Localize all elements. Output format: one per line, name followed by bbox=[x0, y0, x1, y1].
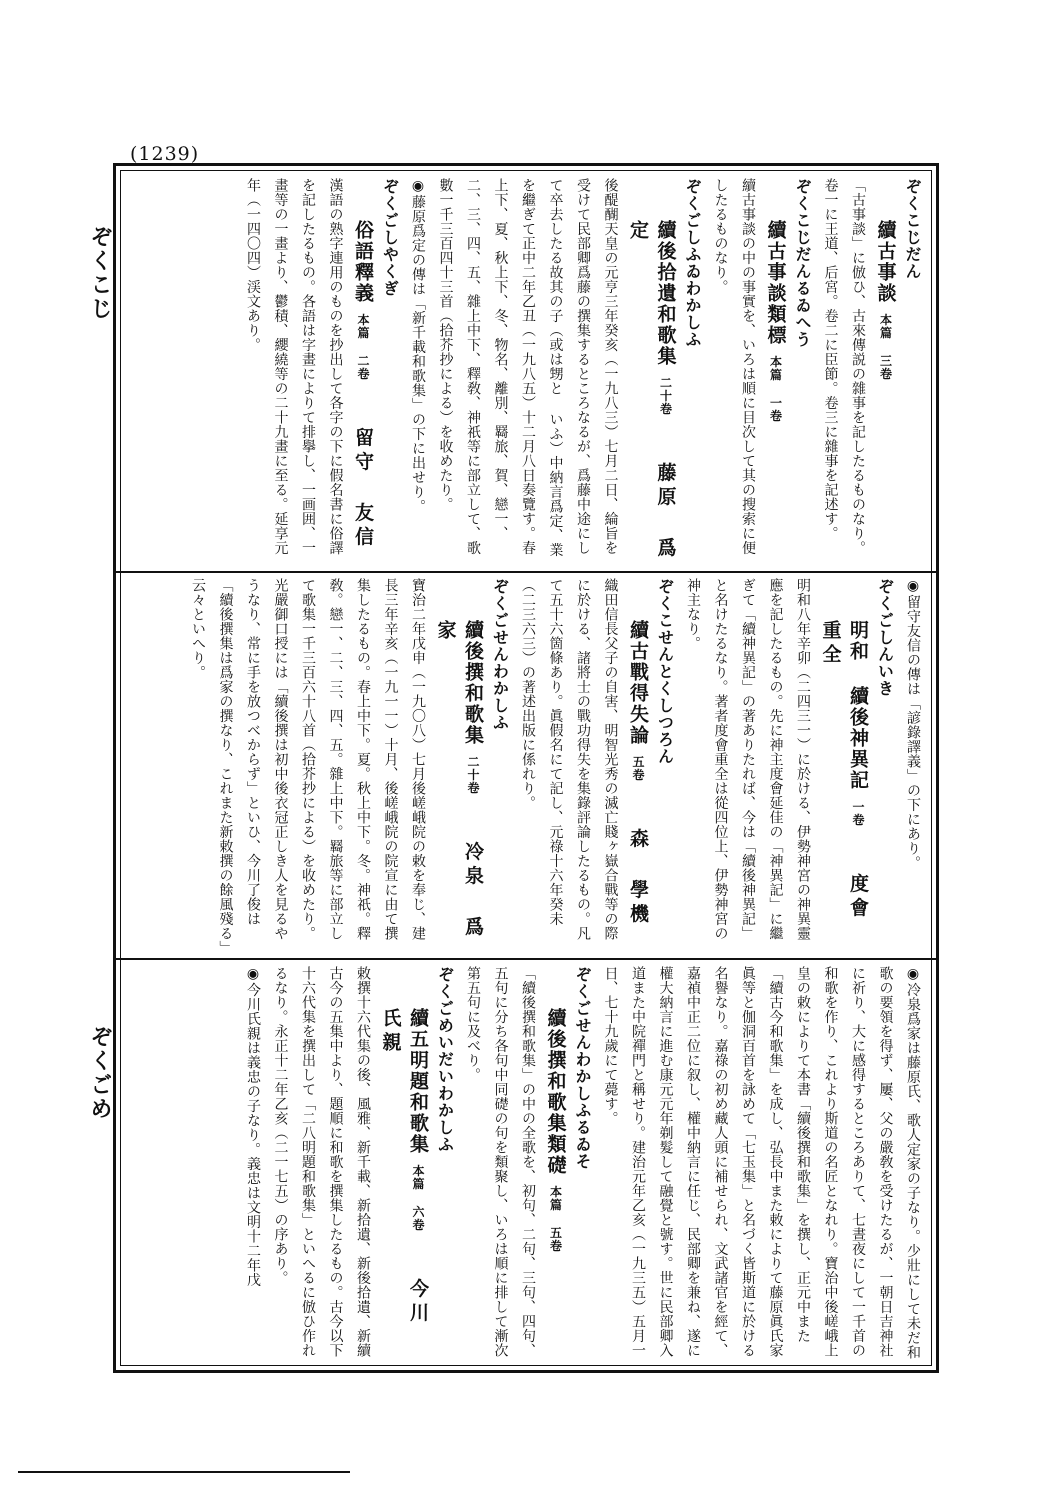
entry-title: 明和 續後神異記一卷度會 重全 bbox=[819, 619, 869, 922]
entry-title: 續古事談類標本篇 一卷 bbox=[764, 219, 787, 423]
band-divider bbox=[116, 571, 936, 573]
dictionary-entry bbox=[239, 178, 404, 566]
entry-body: 後醍醐天皇の元亨三年癸亥（一九八三）七月二日、綸旨を受けて民部卿爲藤の撰集するところなるが、爲藤中途にして卒去したる故其の子（或は甥と いふ）中納言爲定、業を繼ぎて正中二年乙丑（一九八五）十二月八日奏覽す。春上下、夏、秋上下、冬、物名、離別、羇旅、賀、戀一、二、三、四、五、雜上中下、釋敎、神祇等に部立して、歌數一千三百四十三首（拾芥抄による）を收めたり。 bbox=[437, 178, 619, 557]
entry-author: 今川 氏親 bbox=[379, 1007, 429, 1327]
page-number: (1239) bbox=[130, 143, 200, 165]
note-mark: ◉ bbox=[410, 178, 426, 195]
dictionary-entry bbox=[514, 578, 679, 952]
dictionary-note bbox=[596, 966, 926, 1364]
entry-author: 度會 重全 bbox=[819, 619, 869, 922]
entry-reading: ぞくこじだん bbox=[903, 178, 922, 280]
entry-title: 續後撰和歌集二十卷冷泉 爲家 bbox=[434, 619, 484, 941]
note-body: 留守友信の傳は「諺錄譯義」の下にあり。 bbox=[905, 594, 921, 870]
entry-reading: ぞくごしんいき bbox=[875, 578, 895, 697]
entry-reading: ぞくごせんわかしふ bbox=[490, 578, 510, 731]
entry-volume: 五卷 bbox=[631, 755, 645, 782]
entry-body: 織田信長父子の自害、明智光秀の滅亡賤ヶ嶽合戰等の際に於ける、諸將士の戰功得失を集錄評論したるもの。凡て五十六箇條あり。眞假名にて記し、元祿十六年癸未（二三六三）の著述出版に係れり。 bbox=[520, 578, 619, 941]
dictionary-band-upper bbox=[126, 178, 926, 566]
dictionary-note bbox=[239, 966, 267, 1364]
dictionary-note bbox=[899, 578, 927, 952]
vertical-text-column bbox=[239, 178, 927, 566]
entry-body: 敕撰十六代集の後、風雅、新千載、新拾遺、新後拾遺、新續古今の五集中より、題順に和歌を撰集したるもの。古今以下十六代集を撰出して「二八明題和歌集」といへるに倣ひ作れるなり。永正十二年乙亥（二一七五）の序あり。 bbox=[272, 966, 371, 1358]
note-mark: ◉ bbox=[905, 578, 921, 595]
page-frame bbox=[113, 163, 939, 1373]
note-body: 藤原爲定の傳は「新千載和歌集」の下に出せり。 bbox=[410, 194, 426, 514]
entry-reading: ぞくごしふゐわかしふ bbox=[683, 178, 702, 348]
dictionary-entry bbox=[706, 178, 816, 566]
dictionary-entry bbox=[679, 578, 899, 952]
entry-volume: 本篇 六卷 bbox=[411, 1164, 425, 1232]
entry-volume: 本篇 二卷 bbox=[356, 313, 370, 381]
dictionary-band-lower bbox=[126, 966, 926, 1364]
dictionary-band-middle bbox=[126, 578, 926, 952]
entry-title: 續古戰得失論五卷森 學機 bbox=[627, 619, 649, 928]
band-divider bbox=[116, 958, 936, 960]
dictionary-entry bbox=[431, 178, 706, 566]
entry-title: 續後拾遺和歌集二十卷藤原 爲定 bbox=[627, 219, 677, 562]
dictionary-entry bbox=[266, 966, 459, 1364]
note-body: 冷泉爲家は藤原氏、歌人定家の子なり。少壯にして未だ和歌の要領を得ず、屢、父の嚴敎を受けたるが、一朝日吉神社に祈り、大に感得するところありて、七晝夜にして一千首の和歌を作り、これより斯道の名匠となれり。寶治中後嵯峨上皇の敕によりて本書「續後撰和歌集」を撰し、正元中また「續古今和歌集」を成し、弘長中また敕によりて藤原眞氏家眞等と伽洞百首を詠めて「七玉集」と名づく皆斯道に於ける名譽なり。嘉祿の初め藏人頭に補せられ、文武諸官を經て、嘉禎中正二位に叙し、權中納言に任じ、民部卿を兼ね、遂に權大納言に進む康元元年剃髮して融覺と號す。世に民部卿入道また中院禪門と稱せり。建治元年乙亥（一九三五）五月一日、七十九歲にて薨す。 bbox=[602, 966, 921, 1360]
entry-author: 森 學機 bbox=[627, 828, 649, 928]
entry-volume: 本篇 三卷 bbox=[878, 313, 893, 381]
entry-title: 俗語釋義本篇 二卷留守 友信 bbox=[352, 219, 374, 551]
side-index-label-top: ぞくこじ bbox=[87, 225, 112, 321]
note-mark: ◉ bbox=[245, 966, 261, 983]
entry-body: 漢語の熟字連用のものを抄出して各字の下に假名書に俗譯を記したるもの。各語は字畫によりて排擧し、一画囲、一畫等の一畫より、鬱積、纓繞等の二十九畫に至る。延享元年（一四〇四）渓文あり。 bbox=[245, 178, 344, 555]
entry-body: 「古事談」に倣ひ、古來傳説の雜事を記したるものなり。卷一に王道、后宮。卷二に臣節。卷三に雜事を記述す。 bbox=[822, 178, 866, 555]
footer-rule bbox=[18, 1471, 350, 1473]
note-mark: ◉ bbox=[905, 966, 921, 983]
entry-author: 冷泉 爲家 bbox=[434, 619, 484, 941]
entry-volume: 本篇 五卷 bbox=[548, 1185, 563, 1253]
entry-volume: 本篇 一卷 bbox=[768, 355, 783, 423]
entry-reading: ぞくこじだんるゐへう bbox=[793, 178, 812, 348]
vertical-text-column bbox=[239, 966, 927, 1364]
entry-title: 續後撰和歌集類礎本篇 五卷 bbox=[544, 1007, 567, 1253]
entry-body: 明和八年辛卯（二四三一）に於ける、伊勢神宮の神異靈應を記したるもの。先に神主度會延佳の「神異記」に繼ぎて「續神異記」の著ありたれば、今は「續後神異記」と名けたるなり。著者度會重全は從四位上、伊勢神宮の神主なり。 bbox=[685, 578, 811, 941]
dictionary-entry bbox=[816, 178, 926, 566]
entry-reading: ぞくごめいだいわかしふ bbox=[435, 966, 455, 1153]
vertical-text-column bbox=[184, 578, 927, 952]
entry-body: 續古事談の中の事實を、いろは順に目次して其の搜索に便したるものなり。 bbox=[712, 178, 756, 555]
dictionary-note bbox=[404, 178, 432, 566]
entry-body: 「續後撰和歌集」の中の全歌を、初句、二句、三句、四句、五句に分ち各句中同礎の句を類聚し、いろは順に排して漸次第五句に及べり。 bbox=[465, 966, 536, 1358]
entry-reading: ぞくごしやくぎ bbox=[380, 178, 400, 297]
entry-author: 藤原 爲定 bbox=[627, 219, 677, 562]
entry-volume: 二十卷 bbox=[658, 376, 673, 416]
dictionary-entry bbox=[184, 578, 514, 952]
entry-body: 寶治二年戊申（一九〇八）七月後嵯峨院の敕を奉じ、建長三年辛亥（一九一一）十月、後嵯峨院の院宣に由て撰集したるもの。春上中下。夏。秋上中下。冬。神祇。釋敎。戀一、二、三、四、五。雜上中下。羇旅等に部立して歌集一千三百六十八首（拾芥抄による）を收めたり。光嚴御口授には「續後撰は初中後衣冠正しき人を見るやうなり、常に手を放つべからず」といひ、今川了俊は「續後撰集は爲家の撰なり、これまた新敕撰の餘風殘る」云々といへり。 bbox=[190, 578, 426, 948]
entry-reading: ぞくこせんとくしつろん bbox=[655, 578, 675, 765]
entry-title: 續五明題和歌集本篇 六卷今川 氏親 bbox=[379, 1007, 429, 1327]
entry-author: 留守 友信 bbox=[352, 427, 374, 551]
side-index-label-bottom: ぞくごめ bbox=[87, 1025, 112, 1121]
dictionary-entry bbox=[459, 966, 597, 1364]
entry-volume: 一卷 bbox=[851, 800, 865, 827]
entry-volume: 二十卷 bbox=[466, 755, 480, 795]
note-body: 今川氏親は義忠の子なり。義忠は文明十二年戊 bbox=[245, 982, 261, 1287]
entry-title: 續古事談本篇 三卷 bbox=[874, 219, 897, 381]
entry-reading: ぞくごせんわかしふるゐそ bbox=[573, 966, 592, 1170]
